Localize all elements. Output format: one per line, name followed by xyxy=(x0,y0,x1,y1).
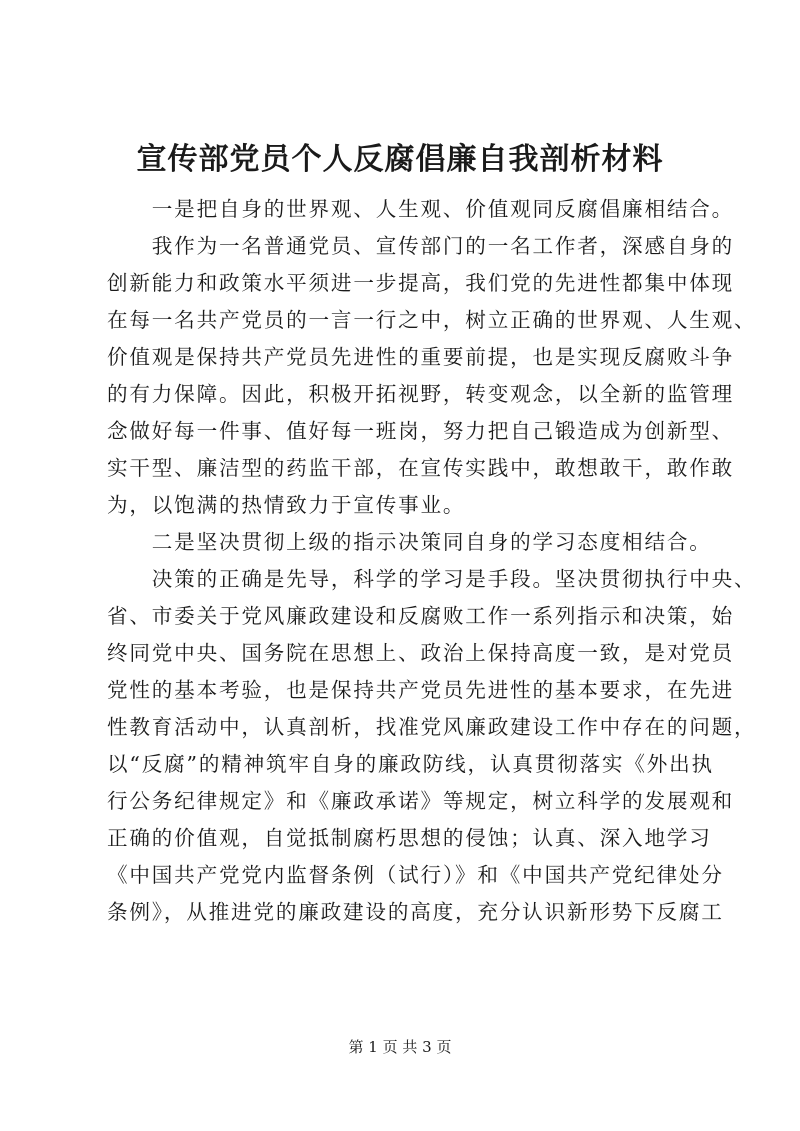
body-line: 条例》，从推进党的廉政建设的高度，充分认识新形势下反腐工 xyxy=(107,900,724,924)
body-line: 党性的基本考验，也是保持共产党员先进性的基本要求，在先进 xyxy=(107,678,735,702)
page-number-footer: 第 1 页 共 3 页 xyxy=(348,1038,452,1056)
body-line: 以“反腐”的精神筑牢自身的廉政防线，认真贯彻落实《外出执 xyxy=(107,752,714,776)
body-line: 念做好每一件事、值好每一班岗，努力把自己锻造成为创新型、 xyxy=(107,419,735,443)
body-line: 为，以饱满的热情致力于宣传事业。 xyxy=(107,493,466,517)
body-line: 的有力保障。因此，积极开拓视野，转变观念，以全新的监管理 xyxy=(107,382,735,406)
body-line: 终同党中央、国务院在思想上、政治上保持高度一致，是对党员 xyxy=(107,641,735,665)
body-line: 性教育活动中，认真剖析，找准党风廉政建设工作中存在的问题， xyxy=(107,715,757,739)
body-line: 正确的价值观，自觉抵制腐朽思想的侵蚀；认真、深入地学习 xyxy=(107,826,712,850)
body-line: 二是坚决贯彻上级的指示决策同自身的学习态度相结合。 xyxy=(107,530,712,554)
body-line: 决策的正确是先导，科学的学习是手段。坚决贯彻执行中央、 xyxy=(107,567,757,591)
body-line: 我作为一名普通党员、宣传部门的一名工作者，深感自身的 xyxy=(107,234,735,258)
body-line: 省、市委关于党风廉政建设和反腐败工作一系列指示和决策，始 xyxy=(107,604,735,628)
body-line: 行公务纪律规定》和《廉政承诺》等规定，树立科学的发展观和 xyxy=(107,789,735,813)
document-title: 宣传部党员个人反腐倡廉自我剖析材料 xyxy=(136,142,664,177)
body-line: 一是把自身的世界观、人生观、价值观同反腐倡廉相结合。 xyxy=(107,197,735,221)
body-line: 实干型、廉洁型的药监干部，在宣传实践中，敢想敢干，敢作敢 xyxy=(107,456,735,480)
body-line: 创新能力和政策水平须进一步提高，我们党的先进性都集中体现 xyxy=(107,271,735,295)
body-line: 价值观是保持共产党员先进性的重要前提，也是实现反腐败斗争 xyxy=(107,345,735,369)
body-line: 在每一名共产党员的一言一行之中，树立正确的世界观、人生观、 xyxy=(107,308,757,332)
body-line: 《中国共产党党内监督条例（试行）》和《中国共产党纪律处分 xyxy=(107,863,724,887)
